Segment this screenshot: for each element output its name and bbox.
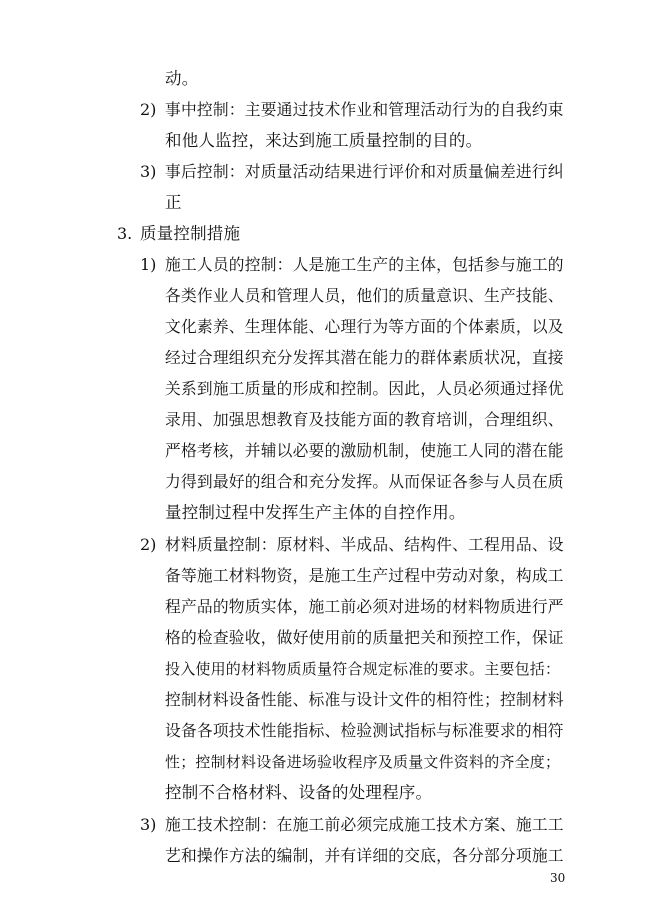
text-line: 施工人员的控制：人是施工生产的主体，包括参与施工的 xyxy=(165,255,564,274)
text-line: 艺和操作方法的编制，并有详细的交底，各分部分项施工 xyxy=(165,846,564,865)
text-line: 事后控制：对质量活动结果进行评价和对质量偏差进行纠 xyxy=(165,162,564,181)
text-line: 量控制过程中发挥生产主体的自控作用。 xyxy=(165,503,466,522)
item-number: 2) xyxy=(140,535,157,554)
text-line: 投入使用的材料物质质量符合规定标准的要求。主要包括： xyxy=(165,660,561,678)
text-line: 材料质量控制：原材料、半成品、结构件、工程用品、设 xyxy=(165,535,564,554)
text-line: 设备各项技术性能指标、检验测试指标与标准要求的相符 xyxy=(165,721,564,740)
section-number: 3. xyxy=(117,224,133,243)
text-line: 性；控制材料设备进场验收程序及质量文件资料的齐全度； xyxy=(165,753,561,771)
text-line: 格的检查验收，做好使用前的质量把关和预控工作，保证 xyxy=(165,628,564,647)
item-number: 1) xyxy=(140,255,157,274)
page-number: 30 xyxy=(550,871,566,885)
text-line: 动。 xyxy=(165,69,199,88)
text-line: 程产品的物质实体，施工前必须对进场的材料物质进行严 xyxy=(165,597,564,616)
text-line: 施工技术控制：在施工前必须完成施工技术方案、施工工 xyxy=(165,815,564,834)
text-line: 正 xyxy=(165,193,182,212)
text-line: 力得到最好的组合和充分发挥。从而保证各参与人员在质 xyxy=(165,472,564,491)
item-number: 3) xyxy=(140,815,157,834)
text-line: 和他人监控，来达到施工质量控制的目的。 xyxy=(165,131,483,150)
text-line: 文化素养、生理体能、心理行为等方面的个体素质，以及 xyxy=(165,317,564,336)
text-line: 关系到施工质量的形成和控制。因此，人员必须通过择优 xyxy=(165,379,564,398)
text-line: 录用、加强思想教育及技能方面的教育培训，合理组织、 xyxy=(165,410,564,429)
text-line: 控制材料设备性能、标准与设计文件的相符性；控制材料 xyxy=(165,690,564,709)
item-number: 2) xyxy=(140,100,157,119)
text-line: 控制不合格材料、设备的处理程序。 xyxy=(165,783,433,802)
text-line: 严格考核，并辅以必要的激励机制，使施工人同的潜在能 xyxy=(165,441,564,460)
text-line: 备等施工材料物资，是施工生产过程中劳动对象，构成工 xyxy=(165,566,564,585)
item-number: 3) xyxy=(140,162,157,181)
text-line: 事中控制：主要通过技术作业和管理活动行为的自我约束 xyxy=(165,100,564,119)
text-line: 经过合理组织充分发挥其潜在能力的群体素质状况，直接 xyxy=(165,348,564,367)
section-heading: 质量控制措施 xyxy=(140,224,241,243)
text-line: 各类作业人员和管理人员，他们的质量意识、生产技能、 xyxy=(165,286,564,305)
